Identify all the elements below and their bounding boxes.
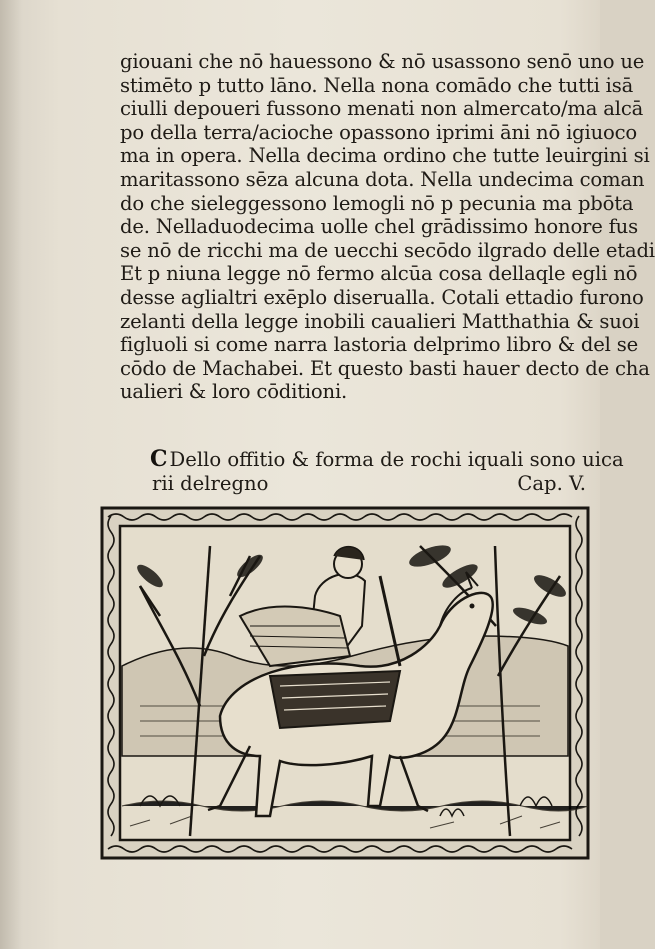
text-line: giouani che nō hauessono & nō usassono senō uno ue xyxy=(120,50,645,73)
text-line: ma in opera. Nella decima ordino che tutte leuirgini si xyxy=(120,144,650,168)
body-text xyxy=(120,50,655,404)
text-line: Et p niuna legge nō fermo alcūa cosa dellaqle egli nō xyxy=(120,262,638,286)
heading-line-1: Dello offitio & forma de rochi iquali sono uica xyxy=(169,448,624,471)
text-line: figluoli si come narra lastoria delprimo libro & del se xyxy=(120,333,638,357)
gutter-shadow xyxy=(0,0,22,949)
text-line: de. Nelladuodecima uolle chel grādissimo honore fus xyxy=(120,215,638,239)
text-line: se nō de ricchi ma de uecchi secōdo ilgrado delle etadi xyxy=(120,238,655,262)
text-line: ciulli depoueri fussono menati non almercato/ma alcā xyxy=(120,97,644,121)
text-line: maritassono sēza alcuna dota. Nella undecima coman xyxy=(120,167,645,191)
text-line: stimēto p tutto lāno. Nella nona comādo che tutti isā xyxy=(120,73,634,97)
text-line: ualieri & loro cōditioni. xyxy=(120,380,348,404)
woodcut-knight-on-horse-icon xyxy=(100,506,590,860)
pilcrow-mark: C xyxy=(150,446,168,472)
chapter-heading xyxy=(150,446,624,495)
text-line: cōdo de Machabei. Et questo basti hauer decto de cha xyxy=(120,356,650,380)
heading-line-2: rii delregno xyxy=(152,471,269,495)
woodcut-illustration xyxy=(100,506,590,860)
text-line: zelanti della legge inobili caualieri Matthathia & suoi xyxy=(120,309,640,333)
text-line: desse aglialtri exēplo diserualla. Cotali ettadio furono xyxy=(120,285,644,309)
chapter-number: Cap. V. xyxy=(517,471,586,495)
text-line: po della terra/acioche opassono iprimi āni nō igiuoco xyxy=(120,120,637,144)
text-line: do che sieleggessono lemogli nō p pecunia ma pbōta xyxy=(120,191,634,215)
